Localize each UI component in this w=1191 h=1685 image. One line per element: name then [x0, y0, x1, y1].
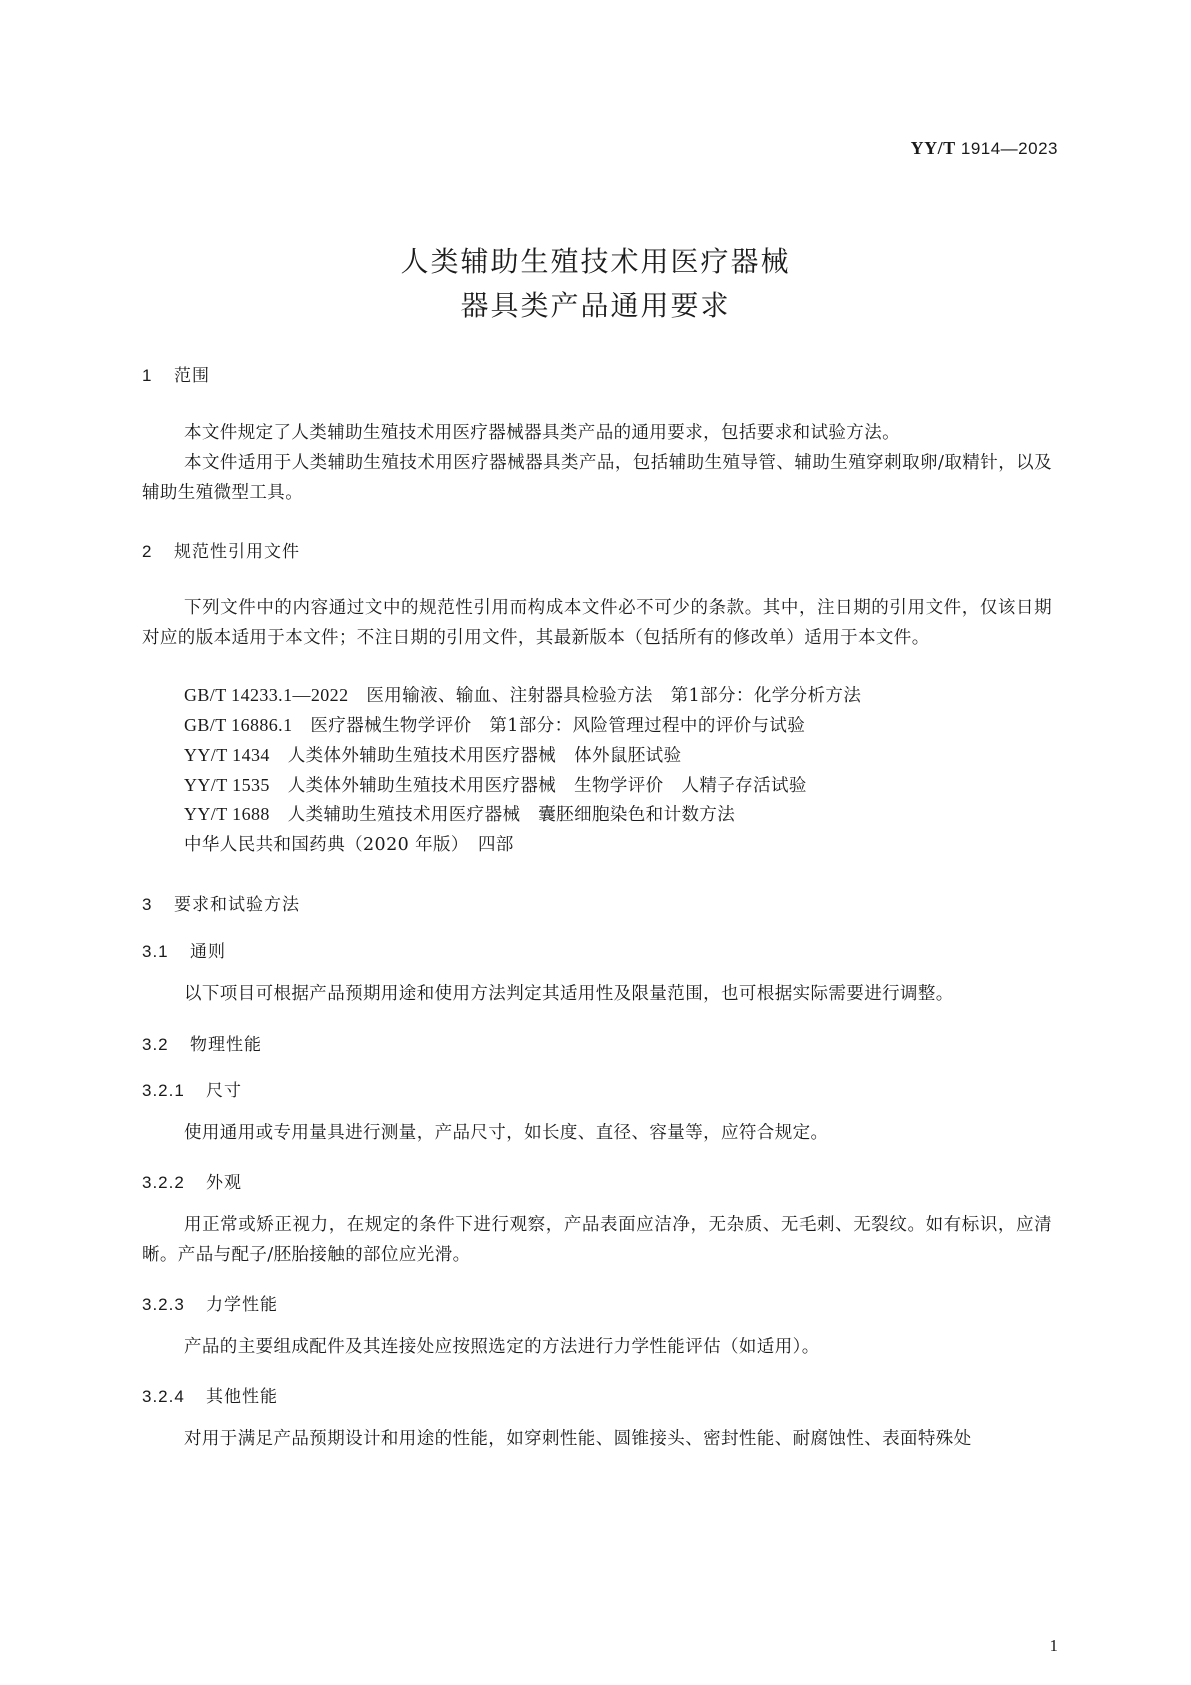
reference-code: GB/T 14233.1—2022 — [184, 685, 349, 705]
reference-item — [184, 831, 514, 856]
subsection-heading-3-2-3 — [142, 1290, 278, 1315]
page-number: 1 — [1049, 1636, 1058, 1655]
subsection-heading-3-2 — [142, 1030, 262, 1055]
section-number: 1 — [142, 366, 153, 385]
paragraph: 本文件规定了人类辅助生殖技术用医疗器械器具类产品的通用要求，包括要求和试验方法。 — [184, 423, 900, 443]
subsection-heading-3-2-4 — [142, 1382, 278, 1407]
section-number: 3.2.4 — [142, 1387, 185, 1406]
paragraph: 对用于满足产品预期设计和用途的性能，如穿刺性能、圆锥接头、密封性能、耐腐蚀性、表面特殊处 — [184, 1429, 972, 1449]
section-title: 外观 — [206, 1173, 242, 1193]
title-line-1: 人类辅助生殖技术用医疗器械 — [400, 245, 791, 278]
standard-code — [911, 138, 1058, 159]
section-number: 3.1 — [142, 942, 169, 961]
section-number: 3 — [142, 895, 153, 914]
reference-code: YY/T 1535 — [184, 775, 270, 795]
section-heading-1 — [142, 361, 210, 386]
section-heading-2 — [142, 537, 300, 562]
section-number: 3.2 — [142, 1035, 169, 1054]
paragraph: 以下项目可根据产品预期用途和使用方法判定其适用性及限量范围，也可根据实际需要进行调整。 — [184, 984, 954, 1004]
section-title: 要求和试验方法 — [174, 895, 300, 915]
paragraph: 产品的主要组成配件及其连接处应按照选定的方法进行力学性能评估（如适用）。 — [184, 1337, 820, 1357]
document-title — [0, 240, 1191, 328]
section-title: 其他性能 — [206, 1387, 278, 1407]
paragraph: 下列文件中的内容通过文中的规范性引用而构成本文件必不可少的条款。其中，注日期的引用文件，仅该日期对应的版本适用于本文件；不注日期的引用文件，其最新版本（包括所有的修改单）适用于本文件。 — [142, 598, 1052, 648]
subsection-heading-3-2-1 — [142, 1076, 242, 1101]
reference-code: GB/T 16886.1 — [184, 715, 293, 735]
subsection-heading-3-1 — [142, 937, 226, 962]
paragraph: 本文件适用于人类辅助生殖技术用医疗器械器具类产品，包括辅助生殖导管、辅助生殖穿刺取卵/取精针，以及辅助生殖微型工具。 — [142, 453, 1052, 503]
reference-title: 人类体外辅助生殖技术用医疗器械 生物学评价 人精子存活试验 — [287, 776, 807, 796]
reference-code: YY/T 1434 — [184, 745, 270, 765]
subsection-heading-3-2-2 — [142, 1168, 242, 1193]
title-line-2: 器具类产品通用要求 — [460, 289, 731, 322]
section-heading-3 — [142, 890, 300, 915]
reference-item — [184, 742, 682, 767]
paragraph: 使用通用或专用量具进行测量，产品尺寸，如长度、直径、容量等，应符合规定。 — [184, 1123, 829, 1143]
section-number: 3.2.1 — [142, 1081, 185, 1100]
section-number: 3.2.3 — [142, 1295, 185, 1314]
reference-code: YY/T 1688 — [184, 804, 270, 824]
section-title: 力学性能 — [206, 1295, 278, 1315]
section-title: 范围 — [174, 366, 210, 386]
reference-title: 医疗器械生物学评价 第1部分：风险管理过程中的评价与试验 — [310, 716, 806, 736]
reference-title: 中华人民共和国药典（2020 年版） 四部 — [184, 835, 514, 855]
reference-item — [184, 772, 807, 797]
section-number: 2 — [142, 542, 153, 561]
reference-item — [184, 682, 861, 707]
section-title: 规范性引用文件 — [174, 542, 300, 562]
reference-title: 医用输液、输血、注射器具检验方法 第1部分：化学分析方法 — [366, 686, 862, 706]
section-title: 物理性能 — [190, 1035, 262, 1055]
section-title: 通则 — [190, 942, 226, 962]
section-title: 尺寸 — [206, 1081, 242, 1101]
reference-item — [184, 712, 805, 737]
reference-title: 人类体外辅助生殖技术用医疗器械 体外鼠胚试验 — [287, 746, 682, 766]
reference-item — [184, 801, 735, 826]
paragraph: 用正常或矫正视力，在规定的条件下进行观察，产品表面应洁净，无杂质、无毛刺、无裂纹。如有标识，应清晰。产品与配子/胚胎接触的部位应光滑。 — [142, 1215, 1052, 1265]
reference-title: 人类辅助生殖技术用医疗器械 囊胚细胞染色和计数方法 — [287, 805, 736, 825]
standard-prefix: YY/T — [910, 138, 956, 158]
section-number: 3.2.2 — [142, 1173, 185, 1192]
standard-number: 1914—2023 — [960, 139, 1058, 158]
